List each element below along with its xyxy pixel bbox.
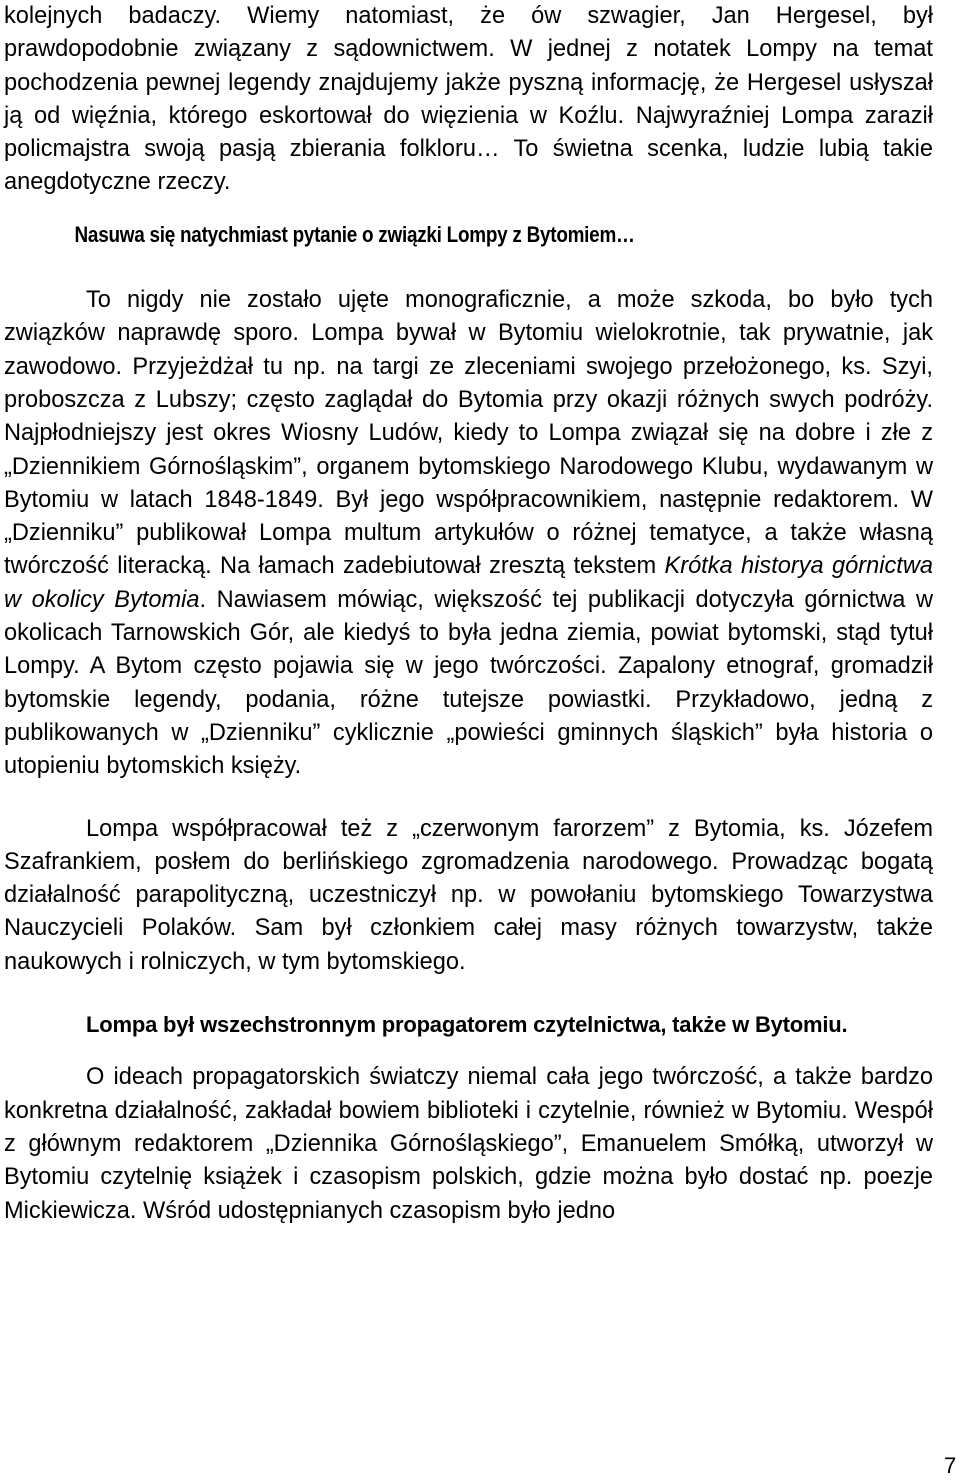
spacer <box>4 784 933 813</box>
publication-title: Krótka historya górnictwa w okolicy Bytomia <box>4 553 933 613</box>
paragraph-intro: kolejnych badaczy. Wiemy natomiast, że ów szwagier, Jan Hergesel, był prawdopodobnie związany z sądownictwem. W jednej z notatek Lompy na temat pochodzenia pewnej legendy znajdujemy jakże pyszną informację, że Hergesel usłyszał ją od więźnia, którego eskortował do więzienia w Koźlu. Najwyraźniej Lompa zaraził policmajstra swoją pasją zbierania folkloru… To świetna scenka, ludzie lubią takie anegdotyczne rzeczy. <box>4 3 933 196</box>
document-page <box>4 0 933 1228</box>
paragraph-bytom-connections <box>4 284 933 783</box>
spacer <box>4 1041 933 1061</box>
paragraph-text: To nigdy nie zostało ujęte monograficznie, a może szkoda, bo było tych związków naprawdę sporo. Lompa bywał w Bytomiu wielokrotnie, tak prywatnie, jak zawodowo. Przyjeżdżał tu np. na targi ze zleceniami swojego przełożonego, ks. Szyi, proboszcza z Lubszy; często zaglądał do Bytomia przy okazji różnych swych podróży. Najpłodniejszy jest okres Wiosny Ludów, kiedy to Lompa związał się na dobre i złe z „Dziennikiem Górnośląskim”, organem bytomskiego Narodowego Klubu, wydawanym w Bytomiu w latach 1848-1849. Był jego współpracownikiem, następnie redaktorem. W „Dzienniku” publikował Lompa multum artykułów o różnej tematyce, a także własną twórczość literacką. Na łamach zadebiutował zresztą tekstem <box>4 287 933 580</box>
spacer <box>4 251 933 284</box>
section-heading-bytom-question: Nasuwa się natychmiast pytanie o związki Lompy z Bytomiem… <box>74 221 635 247</box>
page-number: 7 <box>944 1453 957 1478</box>
paragraph-cooperation: Lompa współpracował też z „czerwonym farorzem” z Bytomia, ks. Józefem Szafrankiem, posłem do berlińskiego zgromadzenia narodowego. Prowadząc bogatą działalność parapolityczną, uczestniczył np. w powołaniu bytomskiego Towarzystwa Nauczycieli Polaków. Sam był członkiem całej masy różnych towarzystw, także naukowych i rolniczych, w tym bytomskiego. <box>4 815 933 975</box>
paragraph-libraries: O ideach propagatorskich światczy niemal cała jego twórczość, a także bardzo konkretna działalność, zakładał bowiem biblioteki i czytelnie, również w Bytomiu. Wespół z głównym redaktorem „Dziennika Górnośląskiego”, Emanuelem Smółką, utworzył w Bytomiu czytelnię książek i czasopism polskich, gdzie można było dostać np. poezje Mickiewicza. Wśród udostępnianych czasopism było jedno <box>4 1064 933 1224</box>
section-heading-readership: Lompa był wszechstronnym propagatorem czytelnictwa, także w Bytomiu. <box>86 1012 848 1038</box>
paragraph-text: . Nawiasem mówiąc, większość tej publikacji dotyczyła górnictwa w okolicach Tarnowskich Gór, ale kiedyś to była jedna ziemia, powiat bytomski, stąd tytuł Lompy. A Bytom często pojawia się w jego twórczości. Zapalony etnograf, gromadził bytomskie legendy, podania, różne tutejsze powiastki. Przykładowo, jedną z publikowanych w „Dzienniku” cyklicznie „powieści gminnych śląskich” była historia o utopieniu bytomskich księży. <box>4 586 933 780</box>
spacer <box>4 200 933 218</box>
spacer <box>4 979 933 1008</box>
